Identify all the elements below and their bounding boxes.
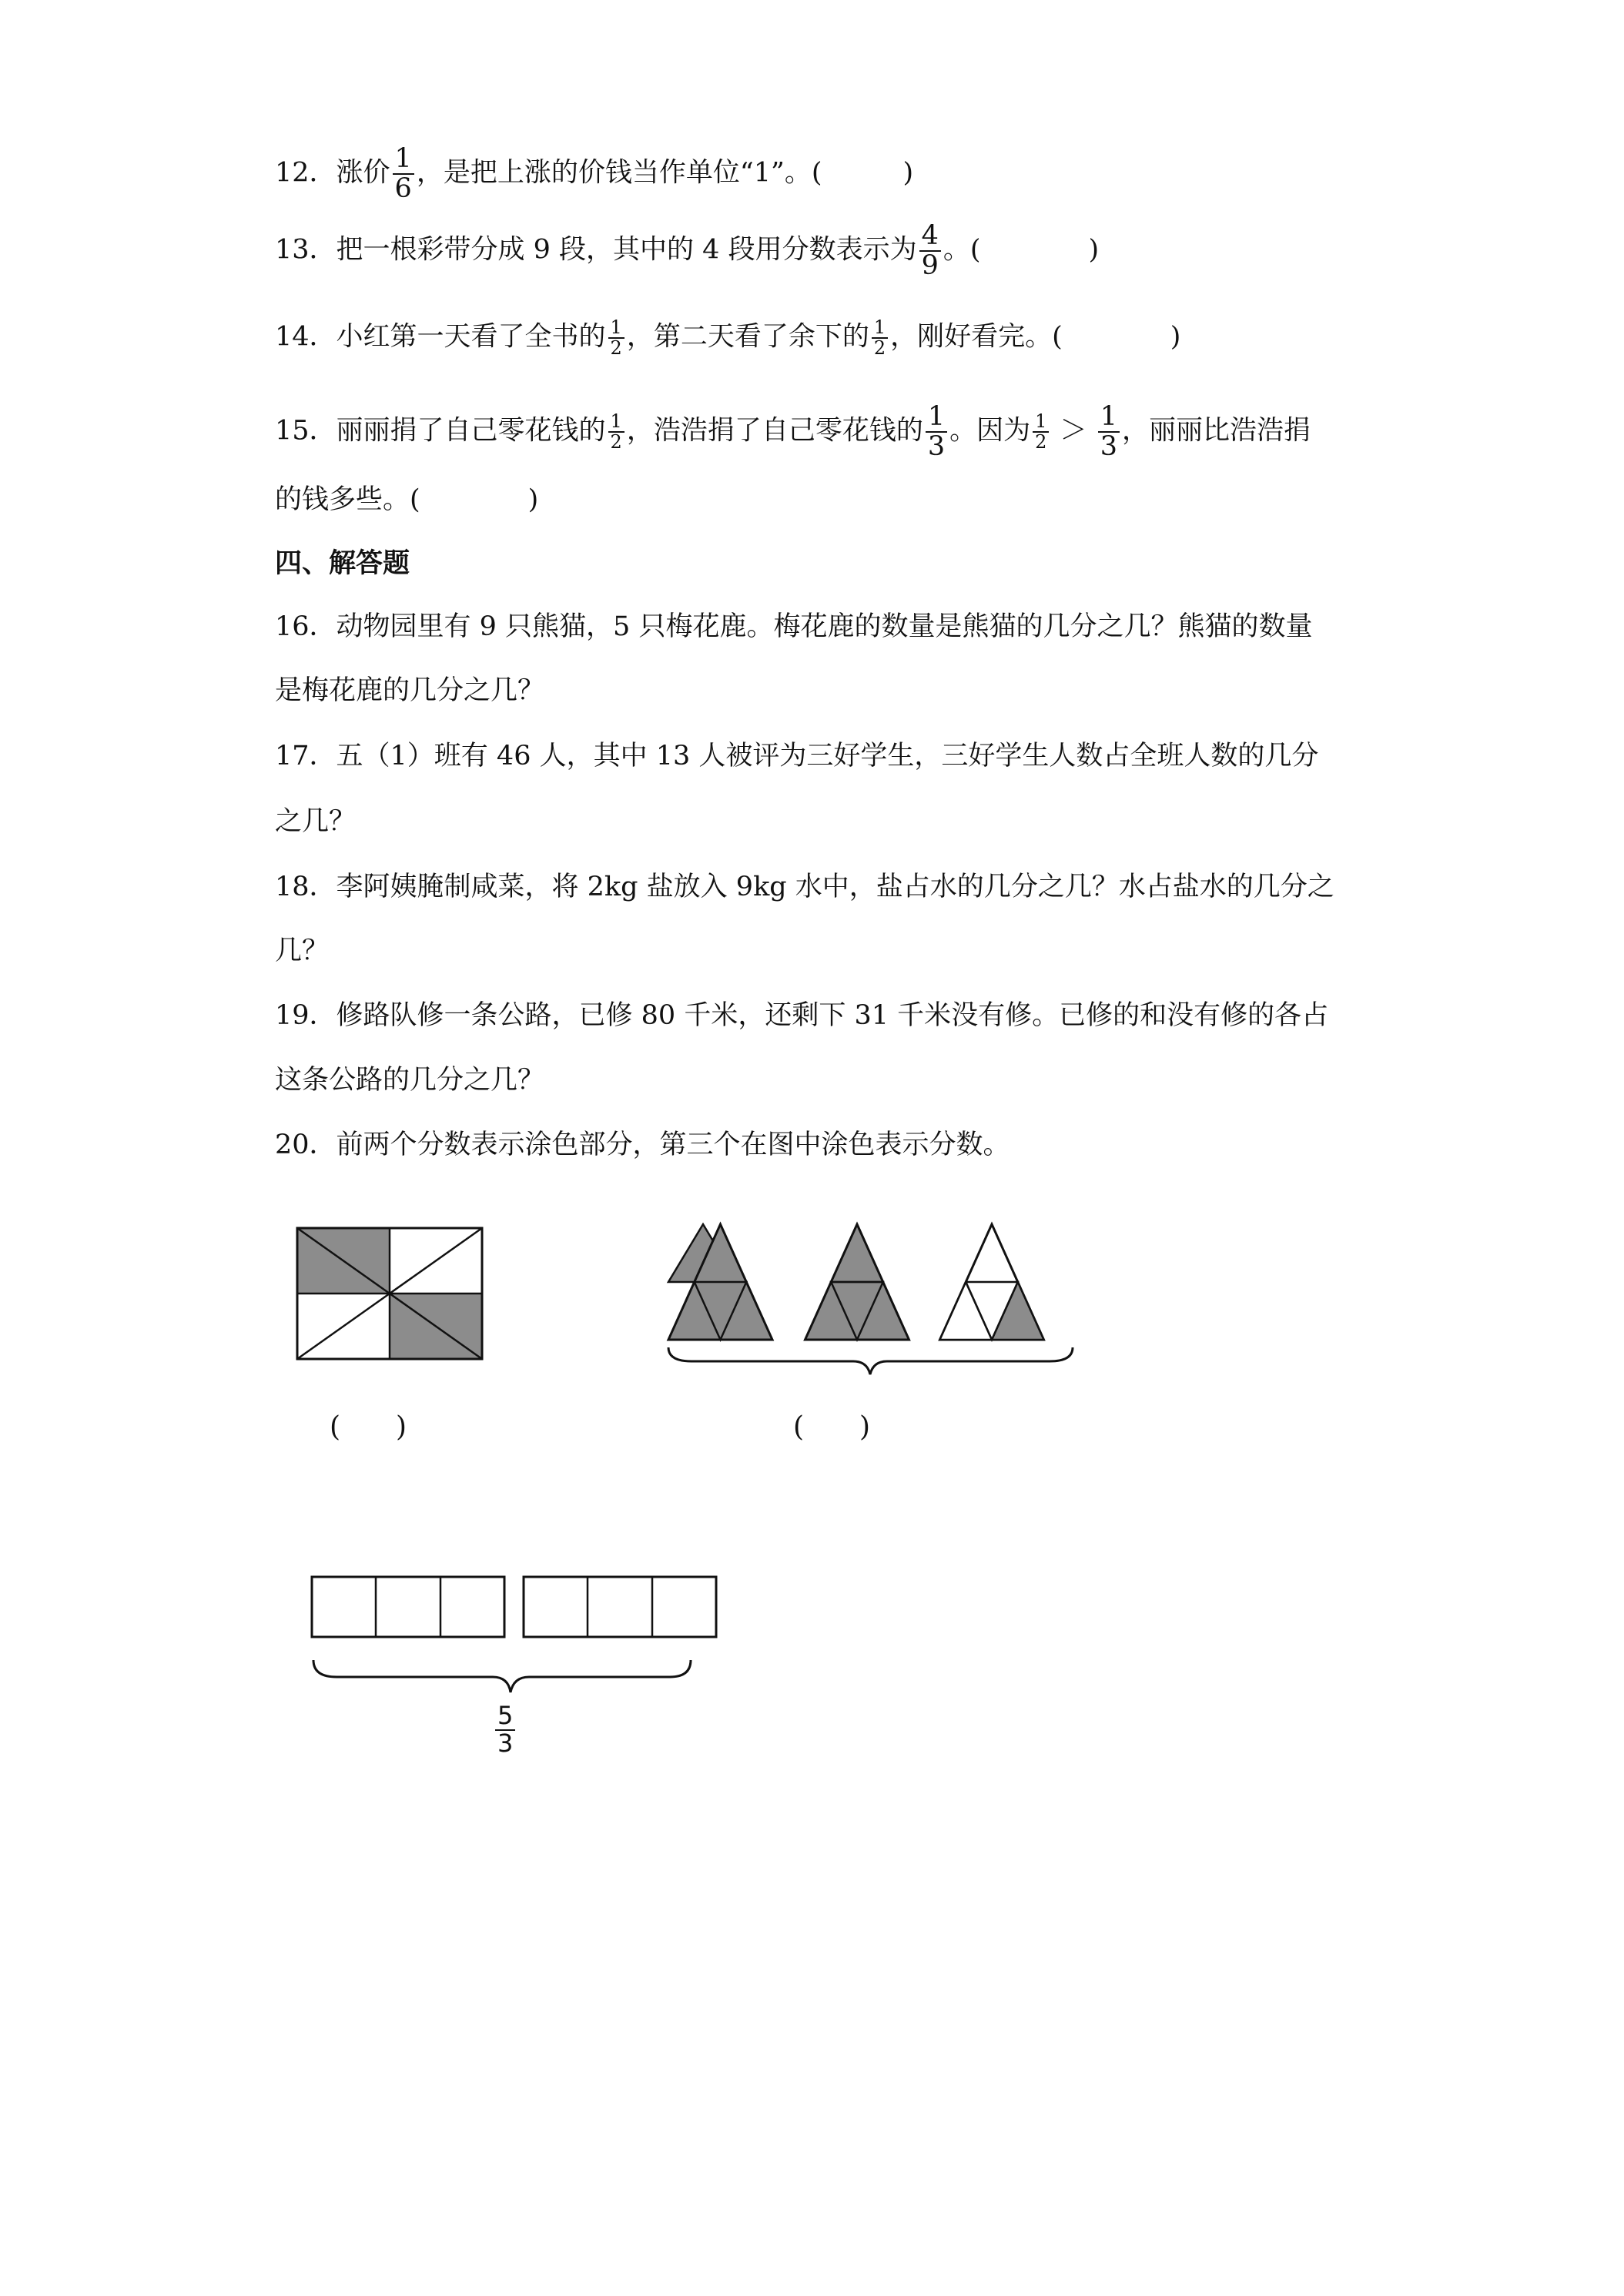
triangle-2 [805, 1224, 909, 1340]
square-group-2 [524, 1577, 716, 1637]
squares-figure [312, 1577, 720, 1708]
rectangle-figure [297, 1228, 482, 1359]
triangle-3 [940, 1224, 1044, 1340]
question-12: 12．涨价 $\frac{1}{6}$ ，是把上涨的价钱当作单位“1”。( ) [275, 143, 914, 204]
answer-paren-2: ( ) [793, 1411, 871, 1443]
fraction: $\frac{1}{2}$ [608, 412, 624, 452]
fraction: $\frac{1}{2}$ [1033, 412, 1049, 452]
question-17-line1: 17．五（1）班有 46 人，其中 13 人被评为三好学生，三好学生人数占全班人数的几分 [275, 741, 1319, 771]
triangle-1 [668, 1224, 772, 1340]
question-17-line2: 之几？ [275, 806, 357, 837]
question-18-line2: 几？ [275, 935, 330, 966]
brace [668, 1347, 1073, 1374]
fraction: $\frac{1}{3}$ [926, 403, 947, 461]
question-13: 13．把一根彩带分成 9 段，其中的 4 段用分数表示为 $\frac{4}{9}$ 。( ) [275, 220, 1100, 281]
question-14: 14．小红第一天看了全书的 $\frac{1}{2}$ ，第二天看了余下的 $\frac{1}{2}$ ，刚好看完。( ) [275, 316, 1181, 360]
question-18-line1: 18．李阿姨腌制咸菜，将 2kg 盐放入 9kg 水中，盐占水的几分之几？水占盐水的几分之 [275, 872, 1334, 902]
fraction: $\frac{1}{2}$ [872, 318, 888, 358]
question-20: 20．前两个分数表示涂色部分，第三个在图中涂色表示分数。 [275, 1130, 1010, 1160]
question-19-line2: 这条公路的几分之几？ [275, 1065, 545, 1096]
bar-fraction: $\frac{5}{3}$ [495, 1703, 515, 1756]
triangles-figure [668, 1224, 1069, 1355]
fraction: $\frac{4}{9}$ [919, 222, 941, 280]
question-16-line1: 16．动物园里有 9 只熊猫，5 只梅花鹿。梅花鹿的数量是熊猫的几分之几？熊猫的数量 [275, 611, 1313, 642]
question-16-line2: 是梅花鹿的几分之几？ [275, 675, 545, 706]
fraction: $\frac{1}{6}$ [393, 145, 414, 203]
question-19-line1: 19．修路队修一条公路，已修 80 千米，还剩下 31 千米没有修。已修的和没有修的各占 [275, 1000, 1329, 1031]
question-15: 15．丽丽捐了自己零花钱的 $\frac{1}{2}$ ，浩浩捐了自己零花钱的 $\frac{1}{3}$ 。因为 $\frac{1}{2}$ ＞ $\frac{1}{3}$ ，丽丽比浩浩捐 [275, 401, 1311, 462]
section-heading: 四、解答题 [275, 548, 410, 579]
fraction: $\frac{1}{2}$ [608, 318, 624, 358]
fraction: $\frac{1}{3}$ [1098, 403, 1120, 461]
answer-paren-1: ( ) [330, 1411, 407, 1443]
square-group-1 [312, 1577, 504, 1637]
question-15-line2: 的钱多些。( ) [275, 484, 539, 515]
brace [313, 1660, 691, 1692]
